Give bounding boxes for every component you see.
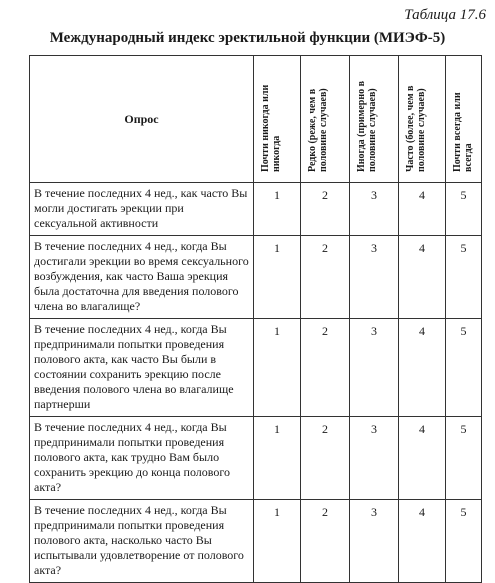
score-cell: 3	[350, 319, 399, 417]
table-number: Таблица 17.6	[404, 7, 486, 23]
table-row	[30, 319, 482, 417]
option-header-rarely	[301, 56, 350, 183]
score-cell: 3	[350, 417, 399, 500]
score-cell: 1	[254, 417, 301, 500]
score-cell: 4	[399, 500, 446, 583]
option-header-never	[254, 56, 301, 183]
score-cell: 1	[254, 500, 301, 583]
score-cell: 2	[301, 500, 350, 583]
score-cell: 1	[254, 183, 301, 236]
score-cell: 2	[301, 236, 350, 319]
score-cell: 5	[446, 236, 482, 319]
iief5-table	[29, 55, 482, 583]
score-cell: 5	[446, 417, 482, 500]
table-row	[30, 236, 482, 319]
option-label: Часто (более, чем в половине случаев)	[405, 85, 427, 172]
score-cell: 5	[446, 183, 482, 236]
table-row	[30, 183, 482, 236]
score-cell: 3	[350, 236, 399, 319]
score-cell: 3	[350, 183, 399, 236]
question-cell: В течение последних 4 нед., как часто Вы могли достигать эрекции при сексуальной активности	[30, 183, 254, 236]
option-label: Иногда (примерно в половине случаев)	[356, 80, 378, 172]
question-column-header: Опрос	[30, 56, 254, 183]
score-cell: 5	[446, 500, 482, 583]
score-cell: 5	[446, 319, 482, 417]
question-cell: В течение последних 4 нед., когда Вы достигали эрекции во время сексуального возбуждения, как часто Ваша эрекция была достаточна для введения полового члена во влагалище?	[30, 236, 254, 319]
score-cell: 1	[254, 236, 301, 319]
option-header-always	[446, 56, 482, 183]
score-cell: 4	[399, 417, 446, 500]
table-row	[30, 500, 482, 583]
score-cell: 2	[301, 183, 350, 236]
question-cell: В течение последних 4 нед., когда Вы предпринимали попытки проведения полового акта, как часто Вы были в состоянии сохранить эрекцию после введения полового члена во влагалище партнерши	[30, 319, 254, 417]
table-title: Международный индекс эректильной функции (МИЭФ-5)	[49, 30, 446, 46]
option-header-sometimes	[350, 56, 399, 183]
option-header-often	[399, 56, 446, 183]
score-cell: 4	[399, 319, 446, 417]
score-cell: 4	[399, 183, 446, 236]
option-label: Почти никогда или никогда	[260, 84, 282, 172]
option-label: Почти всегда или всегда	[452, 92, 474, 172]
question-cell: В течение последних 4 нед., когда Вы предпринимали попытки проведения полового акта, насколько часто Вы испытывали удовлетворение от полового акта?	[30, 500, 254, 583]
score-cell: 3	[350, 500, 399, 583]
question-cell: В течение последних 4 нед., когда Вы предпринимали попытки проведения полового акта, как трудно Вам было сохранить эрекцию до конца полового акта?	[30, 417, 254, 500]
option-label: Редко (реже, чем в половине случаев)	[307, 88, 329, 172]
table-row	[30, 417, 482, 500]
score-cell: 2	[301, 319, 350, 417]
score-cell: 2	[301, 417, 350, 500]
score-cell: 1	[254, 319, 301, 417]
header-row	[30, 56, 482, 183]
score-cell: 4	[399, 236, 446, 319]
